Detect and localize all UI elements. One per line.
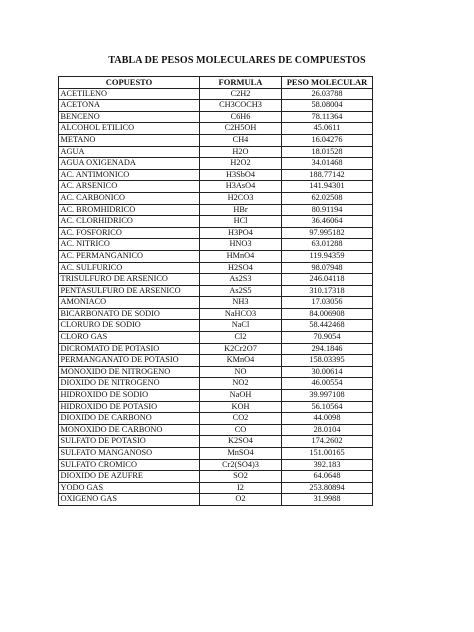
compound-name-cell: SULFATO DE POTASIO — [59, 436, 200, 448]
formula-cell: H2SO4 — [200, 262, 282, 274]
table-row — [59, 123, 373, 135]
compound-name-cell: AC. ARSENICO — [59, 181, 200, 193]
formula-cell: MnSO4 — [200, 448, 282, 460]
table-row — [59, 320, 373, 332]
molecular-weight-cell: 294.1846 — [282, 343, 373, 355]
compound-name-cell: PERMANGANATO DE POTASIO — [59, 355, 200, 367]
compound-name-cell: AC. FOSFORICO — [59, 227, 200, 239]
molecular-weight-cell: 28.0104 — [282, 424, 373, 436]
formula-cell: SO2 — [200, 471, 282, 483]
molecular-weight-cell: 158.03395 — [282, 355, 373, 367]
compound-name-cell: METANO — [59, 134, 200, 146]
formula-cell: Cl2 — [200, 332, 282, 344]
formula-cell: CH3COCH3 — [200, 100, 282, 112]
compound-name-cell: SULFATO MANGANOSO — [59, 448, 200, 460]
molecular-weight-cell: 44.0098 — [282, 413, 373, 425]
compound-name-cell: HIDROXIDO DE POTASIO — [59, 401, 200, 413]
molecular-weight-cell: 119.94359 — [282, 250, 373, 262]
table-row — [59, 134, 373, 146]
table-row — [59, 366, 373, 378]
compound-name-cell: AC. ANTIMONICO — [59, 169, 200, 181]
formula-cell: C2H2 — [200, 88, 282, 100]
molecular-weight-cell: 34.01468 — [282, 158, 373, 170]
compound-name-cell: AMONIACO — [59, 297, 200, 309]
formula-cell: NO2 — [200, 378, 282, 390]
molecular-weight-cell: 58.08004 — [282, 100, 373, 112]
compound-name-cell: DIOXIDO DE CARBONO — [59, 413, 200, 425]
table-row — [59, 332, 373, 344]
table-row — [59, 401, 373, 413]
molecular-weight-cell: 36.46064 — [282, 216, 373, 228]
table-row — [59, 482, 373, 494]
table-row — [59, 459, 373, 471]
molecular-weight-cell: 188.77142 — [282, 169, 373, 181]
molecular-weight-cell: 39.997108 — [282, 390, 373, 402]
column-header-molecular-weight: PESO MOLECULAR — [282, 77, 373, 89]
compound-name-cell: HIDROXIDO DE SODIO — [59, 390, 200, 402]
molecular-weight-cell: 97.995182 — [282, 227, 373, 239]
table-row — [59, 308, 373, 320]
formula-cell: H2O — [200, 146, 282, 158]
table-header-row — [59, 77, 373, 89]
molecular-weight-cell: 174.2602 — [282, 436, 373, 448]
table-row — [59, 448, 373, 460]
molecular-weight-cell: 84.006908 — [282, 308, 373, 320]
compound-name-cell: AC. CARBONICO — [59, 192, 200, 204]
formula-cell: NaCl — [200, 320, 282, 332]
molecular-weight-cell: 151.00165 — [282, 448, 373, 460]
molecular-weight-cell: 58.442468 — [282, 320, 373, 332]
compound-name-cell: TRISULFURO DE ARSENICO — [59, 274, 200, 286]
compound-name-cell: AC. BROMHIDRICO — [59, 204, 200, 216]
table-row — [59, 390, 373, 402]
molecular-weight-cell: 80.91194 — [282, 204, 373, 216]
table-row — [59, 355, 373, 367]
compound-name-cell: AC. SULFURICO — [59, 262, 200, 274]
molecular-weight-cell: 45.0611 — [282, 123, 373, 135]
table-row — [59, 169, 373, 181]
molecular-weight-cell: 253.80894 — [282, 482, 373, 494]
formula-cell: H3SbO4 — [200, 169, 282, 181]
compound-name-cell: MONOXIDO DE CARBONO — [59, 424, 200, 436]
compound-name-cell: AC. PERMANGANICO — [59, 250, 200, 262]
molecular-weight-cell: 26.03788 — [282, 88, 373, 100]
compound-name-cell: AGUA — [59, 146, 200, 158]
formula-cell: H3AsO4 — [200, 181, 282, 193]
compound-name-cell: DIOXIDO DE AZUFRE — [59, 471, 200, 483]
molecular-weight-cell: 46.00554 — [282, 378, 373, 390]
table-row — [59, 181, 373, 193]
formula-cell: CO — [200, 424, 282, 436]
table-row — [59, 250, 373, 262]
table-row — [59, 204, 373, 216]
compound-name-cell: AC. NITRICO — [59, 239, 200, 251]
compound-name-cell: CLORO GAS — [59, 332, 200, 344]
table-row — [59, 227, 373, 239]
formula-cell: NH3 — [200, 297, 282, 309]
formula-cell: K2SO4 — [200, 436, 282, 448]
molecular-weight-cell: 63.01288 — [282, 239, 373, 251]
formula-cell: CH4 — [200, 134, 282, 146]
table-row — [59, 158, 373, 170]
formula-cell: Cr2(SO4)3 — [200, 459, 282, 471]
compound-name-cell: AGUA OXIGENADA — [59, 158, 200, 170]
column-header-compound: COPUESTO — [59, 77, 200, 89]
table-row — [59, 192, 373, 204]
table-row — [59, 424, 373, 436]
compound-name-cell: PENTASULFURO DE ARSENICO — [59, 285, 200, 297]
compound-name-cell: DIOXIDO DE NITROGENO — [59, 378, 200, 390]
molecular-weight-cell: 246.04118 — [282, 274, 373, 286]
compound-name-cell: OXIGENO GAS — [59, 494, 200, 506]
formula-cell: HMnO4 — [200, 250, 282, 262]
molecular-weight-cell: 62.02508 — [282, 192, 373, 204]
molecular-weight-cell: 17.03056 — [282, 297, 373, 309]
formula-cell: C2H5OH — [200, 123, 282, 135]
molecular-weight-cell: 18.01528 — [282, 146, 373, 158]
formula-cell: KOH — [200, 401, 282, 413]
document-title: TABLA DE PESOS MOLECULARES DE COMPUESTOS — [108, 55, 366, 66]
table-row — [59, 494, 373, 506]
compound-name-cell: YODO GAS — [59, 482, 200, 494]
table-row — [59, 297, 373, 309]
molecular-weight-cell: 78.11364 — [282, 111, 373, 123]
compound-name-cell: CLORURO DE SODIO — [59, 320, 200, 332]
molecular-weight-cell: 310.17318 — [282, 285, 373, 297]
formula-cell: K2Cr2O7 — [200, 343, 282, 355]
compound-name-cell: MONOXIDO DE NITROGENO — [59, 366, 200, 378]
table-row — [59, 239, 373, 251]
table-row — [59, 285, 373, 297]
formula-cell: KMnO4 — [200, 355, 282, 367]
table-row — [59, 262, 373, 274]
molecular-weight-cell: 16.04276 — [282, 134, 373, 146]
table-row — [59, 343, 373, 355]
molecular-weight-cell: 70.9054 — [282, 332, 373, 344]
table-row — [59, 471, 373, 483]
table-row — [59, 216, 373, 228]
molecular-weight-cell: 141.94301 — [282, 181, 373, 193]
compound-name-cell: BENCENO — [59, 111, 200, 123]
table-row — [59, 436, 373, 448]
table-row — [59, 413, 373, 425]
table-row — [59, 378, 373, 390]
formula-cell: NaOH — [200, 390, 282, 402]
compound-name-cell: DICROMATO DE POTASIO — [59, 343, 200, 355]
table-row — [59, 111, 373, 123]
formula-cell: NO — [200, 366, 282, 378]
compound-name-cell: ACETILENO — [59, 88, 200, 100]
formula-cell: H2O2 — [200, 158, 282, 170]
compound-name-cell: AC. CLORHIDRICO — [59, 216, 200, 228]
formula-cell: NaHCO3 — [200, 308, 282, 320]
formula-cell: As2S3 — [200, 274, 282, 286]
formula-cell: O2 — [200, 494, 282, 506]
compound-name-cell: ACETONA — [59, 100, 200, 112]
table-row — [59, 100, 373, 112]
formula-cell: CO2 — [200, 413, 282, 425]
table-row — [59, 88, 373, 100]
formula-cell: HCl — [200, 216, 282, 228]
molecular-weight-cell: 98.07948 — [282, 262, 373, 274]
formula-cell: As2S5 — [200, 285, 282, 297]
formula-cell: C6H6 — [200, 111, 282, 123]
molecular-weight-cell: 56.10564 — [282, 401, 373, 413]
molecular-weight-cell: 64.0648 — [282, 471, 373, 483]
formula-cell: HBr — [200, 204, 282, 216]
compound-name-cell: SULFATO CROMICO — [59, 459, 200, 471]
table-row — [59, 274, 373, 286]
compound-name-cell: BICARBONATO DE SODIO — [59, 308, 200, 320]
molecular-weight-cell: 31.9988 — [282, 494, 373, 506]
molecular-weight-table — [58, 76, 373, 506]
molecular-weight-cell: 392.183 — [282, 459, 373, 471]
table-body — [59, 88, 373, 505]
table-row — [59, 146, 373, 158]
compound-name-cell: ALCOHOL ETILICO — [59, 123, 200, 135]
formula-cell: I2 — [200, 482, 282, 494]
column-header-formula: FORMULA — [200, 77, 282, 89]
formula-cell: HNO3 — [200, 239, 282, 251]
molecular-weight-cell: 30.00614 — [282, 366, 373, 378]
formula-cell: H2CO3 — [200, 192, 282, 204]
formula-cell: H3PO4 — [200, 227, 282, 239]
